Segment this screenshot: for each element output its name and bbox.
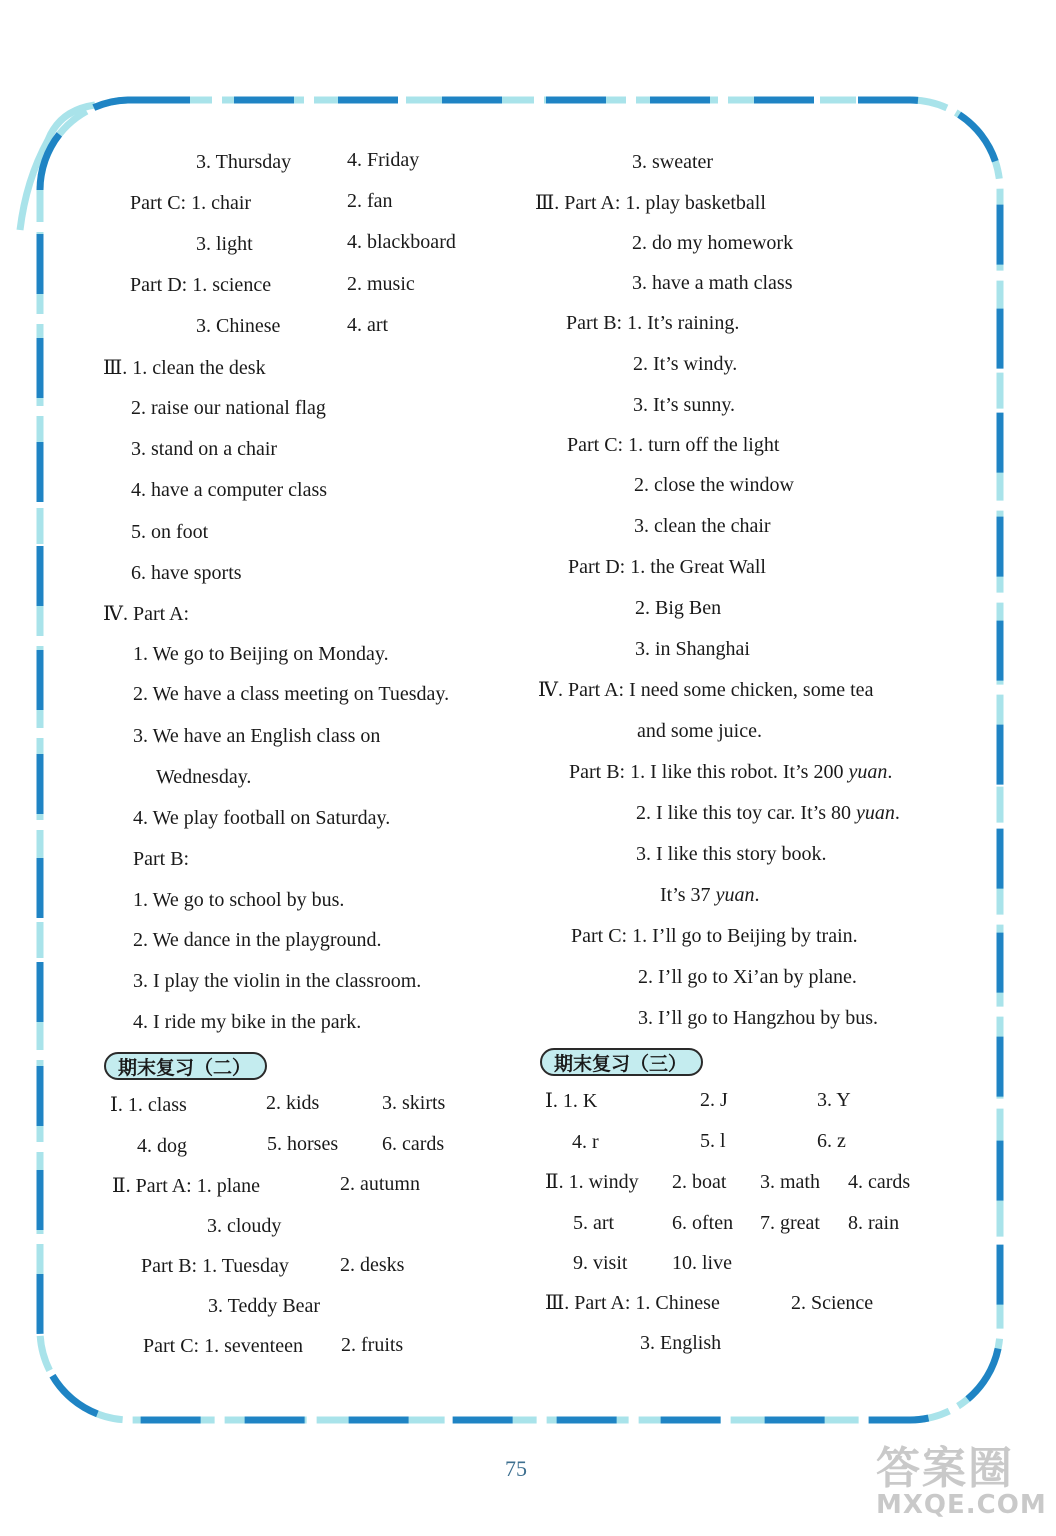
answer-item: 3. math (760, 1171, 820, 1193)
answer-item: 4. cards (848, 1171, 911, 1193)
answer-item: 5. l (700, 1130, 726, 1152)
answer-item: 2. Science (791, 1292, 874, 1314)
answer-item: 3. Teddy Bear (208, 1295, 321, 1317)
answer-item: 3. stand on a chair (131, 438, 278, 460)
answer-item: 4. have a computer class (131, 479, 328, 501)
answer-item: Part C: 1. I’ll go to Beijing by train. (571, 925, 858, 947)
answer-item: 6. z (817, 1130, 846, 1152)
answer-item: 8. rain (848, 1212, 900, 1234)
answer-item: Part D: 1. the Great Wall (568, 556, 766, 578)
answer-item: 3. clean the chair (634, 515, 771, 537)
answer-item: Ⅱ. 1. windy (545, 1171, 639, 1193)
answer-item: 2. desks (340, 1254, 405, 1276)
page-number: 75 (505, 1456, 527, 1481)
answer-item: 10. live (672, 1252, 732, 1274)
answer-item: 3. have a math class (632, 272, 793, 294)
answer-item: Wednesday. (156, 766, 252, 788)
answer-item: 2. kids (266, 1092, 320, 1114)
section-badge-review-2: 期末复习（二） (104, 1052, 267, 1080)
answer-item: 3. Thursday (196, 151, 292, 173)
answer-item: 4. We play football on Saturday. (133, 807, 391, 829)
answer-item: 4. art (347, 314, 389, 336)
section-heading: Ⅳ. Part A: (103, 603, 190, 625)
section-heading: Part B: (133, 848, 190, 870)
answer-item: 5. on foot (131, 521, 209, 543)
answer-item: 3. I like this story book. (636, 843, 827, 865)
answer-item: 2. fruits (341, 1334, 404, 1356)
answer-item: 3. We have an English class on (133, 725, 381, 747)
watermark-logo-text: 答案圈 (876, 1443, 1014, 1494)
answer-item: Part B: 1. It’s raining. (566, 312, 740, 334)
answer-item: 5. horses (267, 1133, 339, 1155)
answer-item: Part C: 1. seventeen (143, 1335, 303, 1357)
answer-item: 4. r (572, 1131, 599, 1153)
answer-item: 2. close the window (634, 474, 794, 496)
answer-item: Ⅲ. 1. clean the desk (103, 357, 266, 379)
watermark-url: MXQE.COM (876, 1490, 1047, 1520)
answer-item: 3. It’s sunny. (633, 394, 736, 416)
answer-item: 6. often (672, 1212, 734, 1234)
answer-item: Ⅳ. Part A: I need some chicken, some tea (538, 679, 874, 701)
answer-item: 3. in Shanghai (635, 638, 750, 660)
answer-item: 2. raise our national flag (131, 397, 326, 419)
answer-item: 2. I’ll go to Xi’an by plane. (638, 966, 857, 988)
answer-item: 2. I like this toy car. It’s 80 yuan. (636, 802, 900, 824)
answer-item: 2. We have a class meeting on Tuesday. (133, 683, 450, 705)
answer-item: Ⅰ. 1. class (110, 1094, 187, 1116)
answer-item: 2. boat (672, 1171, 727, 1193)
answer-item: 4. I ride my bike in the park. (133, 1011, 362, 1033)
answer-item: Part C: 1. turn off the light (567, 434, 780, 456)
answer-item: Ⅱ. Part A: 1. plane (112, 1175, 261, 1197)
answer-item: 4. blackboard (347, 231, 456, 253)
answer-item: 3. Chinese (196, 315, 281, 337)
section-badge-review-3: 期末复习（三） (540, 1048, 703, 1076)
answer-item: Part B: 1. Tuesday (141, 1255, 289, 1277)
answer-item: 3. cloudy (207, 1215, 282, 1237)
answer-item: 3. light (196, 233, 253, 255)
answer-item: 2. music (347, 273, 415, 295)
answer-item: 9. visit (573, 1252, 628, 1274)
answer-item: Part D: 1. science (130, 274, 272, 296)
answer-item: 4. Friday (347, 149, 420, 171)
answer-item: 6. cards (382, 1133, 445, 1155)
answer-item: Part C: 1. chair (130, 192, 252, 214)
answer-item: 1. We go to school by bus. (133, 889, 345, 911)
answer-item: 6. have sports (131, 562, 242, 584)
answer-item: 2. Big Ben (635, 597, 722, 619)
answer-item: 1. We go to Beijing on Monday. (133, 643, 389, 665)
answer-item: 3. skirts (382, 1092, 446, 1114)
answer-item: Ⅰ. 1. K (545, 1090, 598, 1112)
answer-item: Ⅲ. Part A: 1. Chinese (545, 1292, 720, 1314)
answer-item: and some juice. (637, 720, 762, 742)
answer-item: 3. Y (817, 1089, 851, 1111)
answer-item: 2. J (700, 1089, 728, 1111)
answer-item: 2. fan (347, 190, 393, 212)
answer-item: 3. I’ll go to Hangzhou by bus. (638, 1007, 878, 1029)
answer-item: It’s 37 yuan. (660, 884, 760, 906)
answer-item: 2. We dance in the playground. (133, 929, 382, 951)
answer-item: Part B: 1. I like this robot. It’s 200 yuan. (569, 761, 893, 783)
answer-item: 7. great (760, 1212, 820, 1234)
answer-item: 2. autumn (340, 1173, 420, 1195)
answer-item: 3. English (640, 1332, 722, 1354)
answer-item: 2. It’s windy. (633, 353, 738, 375)
answer-item: 3. sweater (632, 151, 714, 173)
answer-item: 3. I play the violin in the classroom. (133, 970, 422, 992)
answer-item: 2. do my homework (632, 232, 794, 254)
answer-item: 4. dog (137, 1135, 187, 1157)
answer-item: Ⅲ. Part A: 1. play basketball (535, 192, 766, 214)
answer-item: 5. art (573, 1212, 615, 1234)
